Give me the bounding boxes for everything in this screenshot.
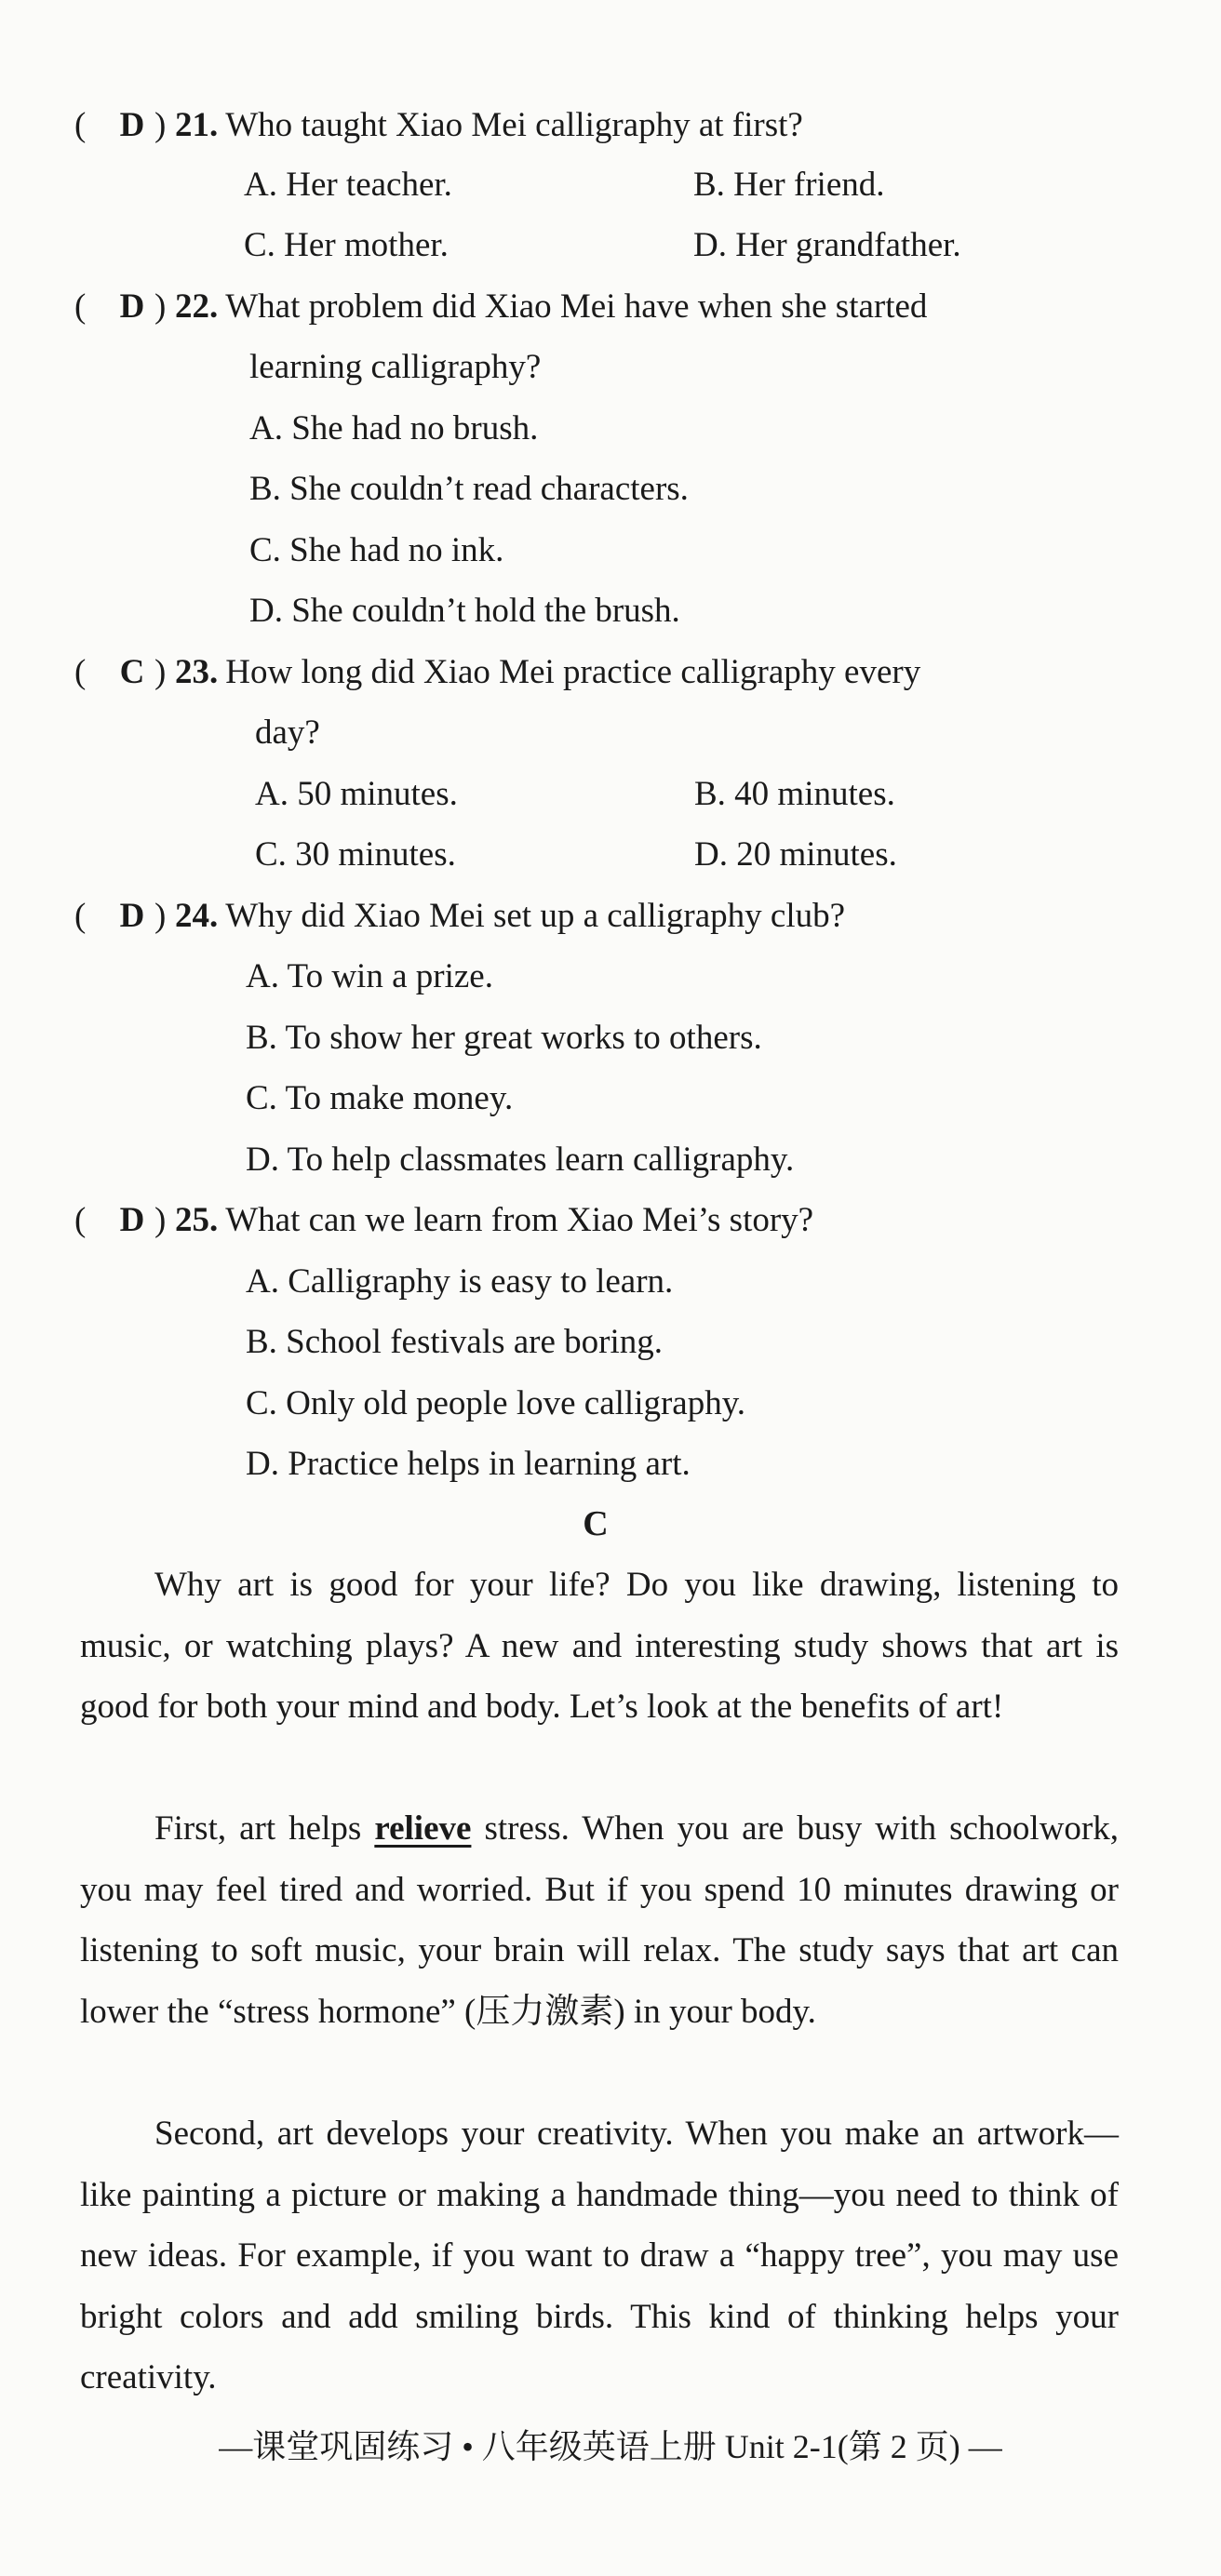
answer-21: D <box>119 106 145 144</box>
question-23: ( C ) 23. How long did Xiao Mei practice calligraphy every <box>74 642 920 703</box>
option-22-b: B. She couldn’t read characters. <box>249 470 689 508</box>
option-22-d: D. She couldn’t hold the brush. <box>249 592 680 630</box>
question-22: ( D ) 22. What problem did Xiao Mei have when she started <box>74 276 927 338</box>
answer-22: D <box>119 287 145 326</box>
option-21-d: D. Her grandfather. <box>693 226 961 264</box>
option-23-b: B. 40 minutes. <box>694 775 895 813</box>
passage-paragraph-1: Why art is good for your life? Do you like drawing, listening to music, or watching plays? A new and interesting study shows that art is good for both your mind and body. Let’s look at the benefits of art! <box>80 1566 1119 1726</box>
option-25-d: D. Practice helps in learning art. <box>246 1445 691 1483</box>
option-24-b: B. To show her great works to others. <box>246 1019 762 1057</box>
option-25-c: C. Only old people love calligraphy. <box>246 1384 746 1422</box>
question-23-text: How long did Xiao Mei practice calligraphy every <box>225 653 921 691</box>
passage-paragraph-2: First, art helps relieve stress. When you are busy with schoolwork, you may feel tired and worried. But if you spend 10 minutes drawing or listening to soft music, your brain will relax. The study says that art can lower the “stress hormone” (压力激素) in your body. <box>80 1809 1120 2031</box>
question-25: ( D ) 25. What can we learn from Xiao Mei’s story? <box>74 1190 813 1251</box>
option-24-d: D. To help classmates learn calligraphy. <box>246 1141 795 1179</box>
answer-24: D <box>119 897 145 935</box>
page-footer: —课堂巩固练习 • 八年级英语上册 Unit 2-1(第 2 页) — <box>219 2428 1002 2465</box>
question-21-text: Who taught Xiao Mei calligraphy at first? <box>225 106 803 144</box>
option-22-c: C. She had no ink. <box>249 531 504 569</box>
option-24-a: A. To win a prize. <box>246 957 493 995</box>
option-21-a: A. Her teacher. <box>244 166 452 204</box>
question-23-continuation: day? <box>255 714 320 752</box>
option-21-b: B. Her friend. <box>693 166 885 204</box>
highlighted-word-relieve: relieve <box>374 1809 472 1848</box>
question-24: ( D ) 24. Why did Xiao Mei set up a calligraphy club? <box>74 886 845 947</box>
option-24-c: C. To make money. <box>246 1079 514 1117</box>
option-25-b: B. School festivals are boring. <box>246 1323 664 1361</box>
question-22-continuation: learning calligraphy? <box>249 348 542 386</box>
question-21: ( D ) 21. Who taught Xiao Mei calligraphy at first? <box>74 95 803 156</box>
answer-23: C <box>119 653 145 691</box>
passage-paragraph-3: Second, art develops your creativity. When you make an artwork—like painting a picture or making a handmade thing—you need to think of new ideas. For example, if you want to draw a “happy tree”, you may use bright colors and add smiling birds. This kind of thinking helps your creativity. <box>80 2115 1119 2396</box>
question-25-text: What can we learn from Xiao Mei’s story? <box>225 1201 814 1239</box>
question-24-text: Why did Xiao Mei set up a calligraphy club? <box>225 897 846 935</box>
answer-25: D <box>119 1201 145 1239</box>
option-23-a: A. 50 minutes. <box>255 775 458 813</box>
section-c-title: C <box>583 1504 609 1543</box>
option-23-d: D. 20 minutes. <box>694 835 897 874</box>
option-23-c: C. 30 minutes. <box>255 835 456 874</box>
option-22-a: A. She had no brush. <box>249 409 539 447</box>
option-25-a: A. Calligraphy is easy to learn. <box>246 1262 674 1301</box>
option-21-c: C. Her mother. <box>244 226 449 264</box>
question-22-text: What problem did Xiao Mei have when she started <box>225 287 928 326</box>
